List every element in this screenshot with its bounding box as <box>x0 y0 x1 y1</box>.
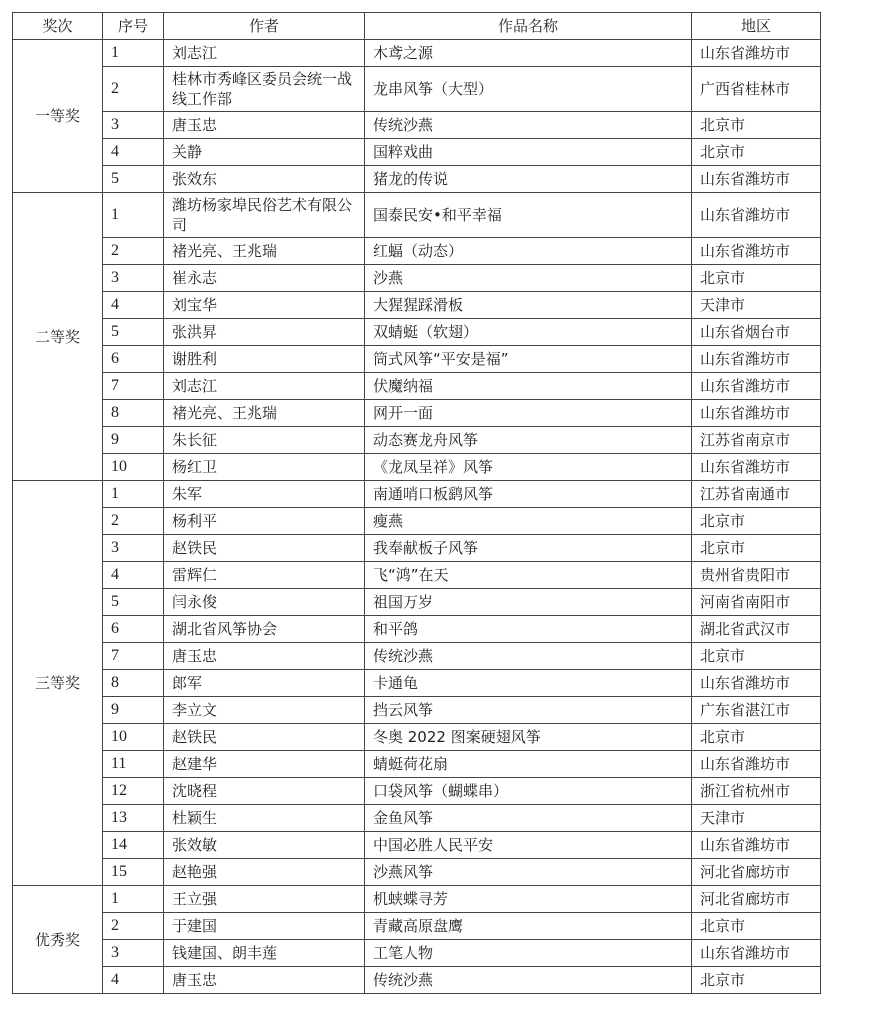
number-cell: 15 <box>103 859 164 886</box>
number-cell: 7 <box>103 643 164 670</box>
table-row <box>13 616 821 643</box>
region-cell: 山东省潍坊市 <box>692 346 821 373</box>
region-cell: 山东省潍坊市 <box>692 832 821 859</box>
table-row <box>13 589 821 616</box>
work-title-cell: 卡通龟 <box>365 670 692 697</box>
number-cell: 4 <box>103 562 164 589</box>
table-row <box>13 940 821 967</box>
table-row <box>13 535 821 562</box>
work-title-cell: 和平鸽 <box>365 616 692 643</box>
region-cell: 山东省潍坊市 <box>692 238 821 265</box>
table-row <box>13 67 821 112</box>
author-cell: 褚光亮、王兆瑞 <box>164 400 365 427</box>
work-title-cell: 南通哨口板鹞风筝 <box>365 481 692 508</box>
header-no: 序号 <box>103 13 164 40</box>
region-cell: 天津市 <box>692 805 821 832</box>
work-title-cell: 祖国万岁 <box>365 589 692 616</box>
work-title-cell: 冬奥 2022 图案硬翅风筝 <box>365 724 692 751</box>
table-row <box>13 481 821 508</box>
work-title-cell: 中国必胜人民平安 <box>365 832 692 859</box>
table-row <box>13 238 821 265</box>
author-cell: 赵铁民 <box>164 535 365 562</box>
region-cell: 山东省潍坊市 <box>692 940 821 967</box>
author-cell: 于建国 <box>164 913 365 940</box>
work-title-cell: 蜻蜓荷花扇 <box>365 751 692 778</box>
region-cell: 北京市 <box>692 265 821 292</box>
table-row <box>13 400 821 427</box>
author-cell: 桂林市秀峰区委员会统一战线工作部 <box>164 67 365 112</box>
number-cell: 6 <box>103 346 164 373</box>
author-cell: 钱建国、朗丰莲 <box>164 940 365 967</box>
work-title-cell: 传统沙燕 <box>365 112 692 139</box>
author-cell: 王立强 <box>164 886 365 913</box>
work-title-cell: 《龙凤呈祥》风筝 <box>365 454 692 481</box>
region-cell: 北京市 <box>692 913 821 940</box>
region-cell: 湖北省武汉市 <box>692 616 821 643</box>
table-row <box>13 346 821 373</box>
number-cell: 2 <box>103 67 164 112</box>
table-row <box>13 166 821 193</box>
author-cell: 杨红卫 <box>164 454 365 481</box>
number-cell: 6 <box>103 616 164 643</box>
region-cell: 广西省桂林市 <box>692 67 821 112</box>
work-title-cell: 口袋风筝（蝴蝶串） <box>365 778 692 805</box>
author-cell: 张洪昇 <box>164 319 365 346</box>
number-cell: 1 <box>103 886 164 913</box>
work-title-cell: 红蝠（动态） <box>365 238 692 265</box>
award-level-cell: 一等奖 <box>13 40 103 193</box>
number-cell: 10 <box>103 724 164 751</box>
number-cell: 14 <box>103 832 164 859</box>
work-title-cell: 猪龙的传说 <box>365 166 692 193</box>
number-cell: 2 <box>103 508 164 535</box>
table-row <box>13 562 821 589</box>
table-row <box>13 832 821 859</box>
number-cell: 3 <box>103 535 164 562</box>
work-title-cell: 挡云风筝 <box>365 697 692 724</box>
region-cell: 北京市 <box>692 643 821 670</box>
work-title-cell: 沙燕 <box>365 265 692 292</box>
region-cell: 山东省潍坊市 <box>692 751 821 778</box>
author-cell: 沈晓程 <box>164 778 365 805</box>
region-cell: 浙江省杭州市 <box>692 778 821 805</box>
number-cell: 4 <box>103 967 164 994</box>
table-row <box>13 265 821 292</box>
author-cell: 张效东 <box>164 166 365 193</box>
work-title-cell: 国粹戏曲 <box>365 139 692 166</box>
award-level-cell: 三等奖 <box>13 481 103 886</box>
number-cell: 4 <box>103 139 164 166</box>
work-title-cell: 木鸢之源 <box>365 40 692 67</box>
region-cell: 山东省潍坊市 <box>692 400 821 427</box>
header-region: 地区 <box>692 13 821 40</box>
table-row <box>13 670 821 697</box>
table-row <box>13 427 821 454</box>
author-cell: 赵铁民 <box>164 724 365 751</box>
author-cell: 李立文 <box>164 697 365 724</box>
region-cell: 山东省潍坊市 <box>692 40 821 67</box>
table-row <box>13 319 821 346</box>
number-cell: 4 <box>103 292 164 319</box>
region-cell: 江苏省南京市 <box>692 427 821 454</box>
region-cell: 山东省潍坊市 <box>692 454 821 481</box>
work-title-cell: 伏魔纳福 <box>365 373 692 400</box>
region-cell: 北京市 <box>692 535 821 562</box>
region-cell: 江苏省南通市 <box>692 481 821 508</box>
table-row <box>13 886 821 913</box>
table-row <box>13 40 821 67</box>
author-cell: 张效敏 <box>164 832 365 859</box>
header-author: 作者 <box>164 13 365 40</box>
work-title-cell: 飞“鸿”在天 <box>365 562 692 589</box>
header-row <box>13 13 821 40</box>
table-row <box>13 193 821 238</box>
work-title-cell: 双蜻蜓（软翅） <box>365 319 692 346</box>
number-cell: 3 <box>103 940 164 967</box>
author-cell: 雷辉仁 <box>164 562 365 589</box>
region-cell: 北京市 <box>692 139 821 166</box>
work-title-cell: 传统沙燕 <box>365 967 692 994</box>
work-title-cell: 工笔人物 <box>365 940 692 967</box>
table-row <box>13 724 821 751</box>
table-body <box>13 40 821 994</box>
work-title-cell: 瘦燕 <box>365 508 692 535</box>
table-row <box>13 697 821 724</box>
author-cell: 崔永志 <box>164 265 365 292</box>
work-title-cell: 国泰民安•和平幸福 <box>365 193 692 238</box>
table-row <box>13 292 821 319</box>
number-cell: 8 <box>103 670 164 697</box>
table-row <box>13 805 821 832</box>
region-cell: 山东省烟台市 <box>692 319 821 346</box>
number-cell: 9 <box>103 697 164 724</box>
author-cell: 谢胜利 <box>164 346 365 373</box>
author-cell: 潍坊杨家埠民俗艺术有限公司 <box>164 193 365 238</box>
number-cell: 2 <box>103 238 164 265</box>
table-row <box>13 454 821 481</box>
work-title-cell: 动态赛龙舟风筝 <box>365 427 692 454</box>
author-cell: 赵艳强 <box>164 859 365 886</box>
number-cell: 5 <box>103 166 164 193</box>
number-cell: 11 <box>103 751 164 778</box>
region-cell: 河北省廊坊市 <box>692 859 821 886</box>
table-row <box>13 859 821 886</box>
region-cell: 北京市 <box>692 112 821 139</box>
region-cell: 北京市 <box>692 724 821 751</box>
table-row <box>13 508 821 535</box>
region-cell: 北京市 <box>692 508 821 535</box>
region-cell: 河南省南阳市 <box>692 589 821 616</box>
work-title-cell: 我奉献板子风筝 <box>365 535 692 562</box>
work-title-cell: 大猩猩踩滑板 <box>365 292 692 319</box>
work-title-cell: 传统沙燕 <box>365 643 692 670</box>
author-cell: 唐玉忠 <box>164 112 365 139</box>
work-title-cell: 机蛱蝶寻芳 <box>365 886 692 913</box>
region-cell: 山东省潍坊市 <box>692 193 821 238</box>
awards-table <box>12 12 821 994</box>
number-cell: 9 <box>103 427 164 454</box>
number-cell: 13 <box>103 805 164 832</box>
number-cell: 12 <box>103 778 164 805</box>
author-cell: 朱军 <box>164 481 365 508</box>
number-cell: 2 <box>103 913 164 940</box>
table-row <box>13 373 821 400</box>
author-cell: 朱长征 <box>164 427 365 454</box>
work-title-cell: 网开一面 <box>365 400 692 427</box>
number-cell: 5 <box>103 589 164 616</box>
number-cell: 5 <box>103 319 164 346</box>
table-row <box>13 139 821 166</box>
work-title-cell: 筒式风筝“平安是福” <box>365 346 692 373</box>
number-cell: 3 <box>103 112 164 139</box>
table-row <box>13 913 821 940</box>
author-cell: 闫永俊 <box>164 589 365 616</box>
table-row <box>13 112 821 139</box>
work-title-cell: 龙串风筝（大型） <box>365 67 692 112</box>
work-title-cell: 金鱼风筝 <box>365 805 692 832</box>
header-work: 作品名称 <box>365 13 692 40</box>
table-row <box>13 778 821 805</box>
author-cell: 刘宝华 <box>164 292 365 319</box>
region-cell: 山东省潍坊市 <box>692 670 821 697</box>
region-cell: 河北省廊坊市 <box>692 886 821 913</box>
number-cell: 10 <box>103 454 164 481</box>
author-cell: 唐玉忠 <box>164 967 365 994</box>
award-level-cell: 优秀奖 <box>13 886 103 994</box>
region-cell: 天津市 <box>692 292 821 319</box>
author-cell: 杜颖生 <box>164 805 365 832</box>
author-cell: 刘志江 <box>164 40 365 67</box>
region-cell: 贵州省贵阳市 <box>692 562 821 589</box>
region-cell: 山东省潍坊市 <box>692 166 821 193</box>
work-title-cell: 沙燕风筝 <box>365 859 692 886</box>
author-cell: 关静 <box>164 139 365 166</box>
author-cell: 唐玉忠 <box>164 643 365 670</box>
region-cell: 山东省潍坊市 <box>692 373 821 400</box>
author-cell: 杨利平 <box>164 508 365 535</box>
author-cell: 赵建华 <box>164 751 365 778</box>
header-award: 奖次 <box>13 13 103 40</box>
number-cell: 8 <box>103 400 164 427</box>
number-cell: 1 <box>103 481 164 508</box>
table-row <box>13 751 821 778</box>
table-row <box>13 643 821 670</box>
region-cell: 广东省湛江市 <box>692 697 821 724</box>
author-cell: 湖北省风筝协会 <box>164 616 365 643</box>
author-cell: 刘志江 <box>164 373 365 400</box>
work-title-cell: 青藏高原盘鹰 <box>365 913 692 940</box>
table-row <box>13 967 821 994</box>
award-level-cell: 二等奖 <box>13 193 103 481</box>
number-cell: 3 <box>103 265 164 292</box>
author-cell: 褚光亮、王兆瑞 <box>164 238 365 265</box>
number-cell: 1 <box>103 40 164 67</box>
author-cell: 郎军 <box>164 670 365 697</box>
number-cell: 7 <box>103 373 164 400</box>
region-cell: 北京市 <box>692 967 821 994</box>
number-cell: 1 <box>103 193 164 238</box>
